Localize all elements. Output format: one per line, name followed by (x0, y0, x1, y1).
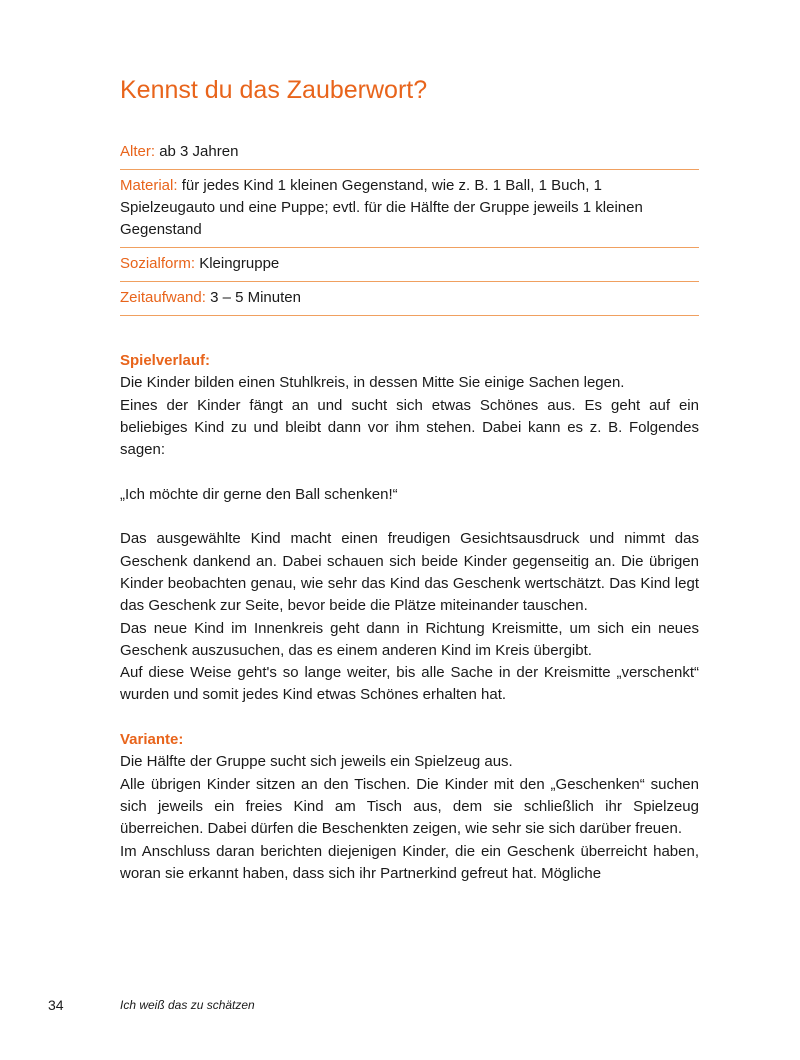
running-footer-title: Ich weiß das zu schätzen (120, 998, 255, 1012)
spacer (120, 461, 699, 483)
page-number: 34 (48, 997, 64, 1013)
paragraph: Die Hälfte der Gruppe sucht sich jeweils ein Spielzeug aus. (120, 753, 513, 771)
page-title: Kennst du das Zauberwort? (120, 76, 428, 104)
info-label: Sozialform: (120, 255, 196, 272)
info-label: Material: (120, 177, 178, 194)
info-row-sozialform (120, 248, 699, 282)
section-heading-variante: Variante: (120, 731, 184, 749)
section-heading-spielverlauf: Spielverlauf: (120, 352, 211, 369)
spacer (120, 506, 699, 528)
quote: „Ich möchte dir gerne den Ball schenken!“ (120, 485, 398, 503)
info-row-material (120, 170, 699, 248)
info-value: 3 – 5 Minuten (210, 289, 301, 306)
paragraph: Im Anschluss daran berichten diejenigen Kinder, die ein Geschenk überreicht haben, woran sie erkannt haben, dass sich ihr Partnerkind gefreut hat. Mögliche (120, 842, 699, 882)
body-text (120, 350, 699, 885)
info-value: für jedes Kind 1 kleinen Gegenstand, wie z. B. 1 Ball, 1 Buch, 1 Spielzeugauto und eine Puppe; evtl. für die Hälfte der Gruppe jeweils 1 kleinen Gegenstand (120, 177, 643, 238)
info-table (120, 136, 699, 316)
info-value: ab 3 Jahren (159, 143, 239, 160)
info-label: Zeitaufwand: (120, 289, 206, 306)
paragraph: Das ausgewählte Kind macht einen freudigen Gesichtsausdruck und nimmt das Geschenk dankend an. Dabei schauen sich beide Kinder gegenseitig an. Die übrigen Kinder beobachten genau, wie sehr das Kind das Geschenk wertschätzt. Das Kind legt das Geschenk zur Seite, bevor beide die Plätze miteinander tauschen. (120, 530, 699, 615)
info-row-zeitaufwand (120, 282, 699, 316)
info-row-alter (120, 136, 699, 170)
paragraph: Das neue Kind im Innenkreis geht dann in Richtung Kreismitte, um sich ein neues Geschenk auszusuchen, das es einem anderen Kind im Kreis übergibt. (120, 619, 699, 659)
info-label: Alter: (120, 143, 156, 160)
paragraph: Auf diese Weise geht's so lange weiter, bis alle Sache in der Kreismitte „verschenkt“ wurden und somit jedes Kind etwas Schönes erhalten hat. (120, 664, 699, 704)
paragraph: Die Kinder bilden einen Stuhlkreis, in dessen Mitte Sie einige Sachen legen. (120, 374, 625, 392)
spacer (120, 707, 699, 729)
info-value: Kleingruppe (199, 255, 280, 272)
paragraph: Alle übrigen Kinder sitzen an den Tischen. Die Kinder mit den „Geschenken“ suchen sich jeweils ein freies Kind am Tisch aus, dem sie schließlich ihr Spielzeug überreichen. Dabei dürfen die Beschenkten zeigen, wie sehr sie sich darüber freuen. (120, 775, 699, 838)
paragraph: Eines der Kinder fängt an und sucht sich etwas Schönes aus. Es geht auf ein beliebiges Kind zu und bleibt dann vor ihm stehen. Dabei kann es z. B. Folgendes sagen: (120, 396, 699, 459)
